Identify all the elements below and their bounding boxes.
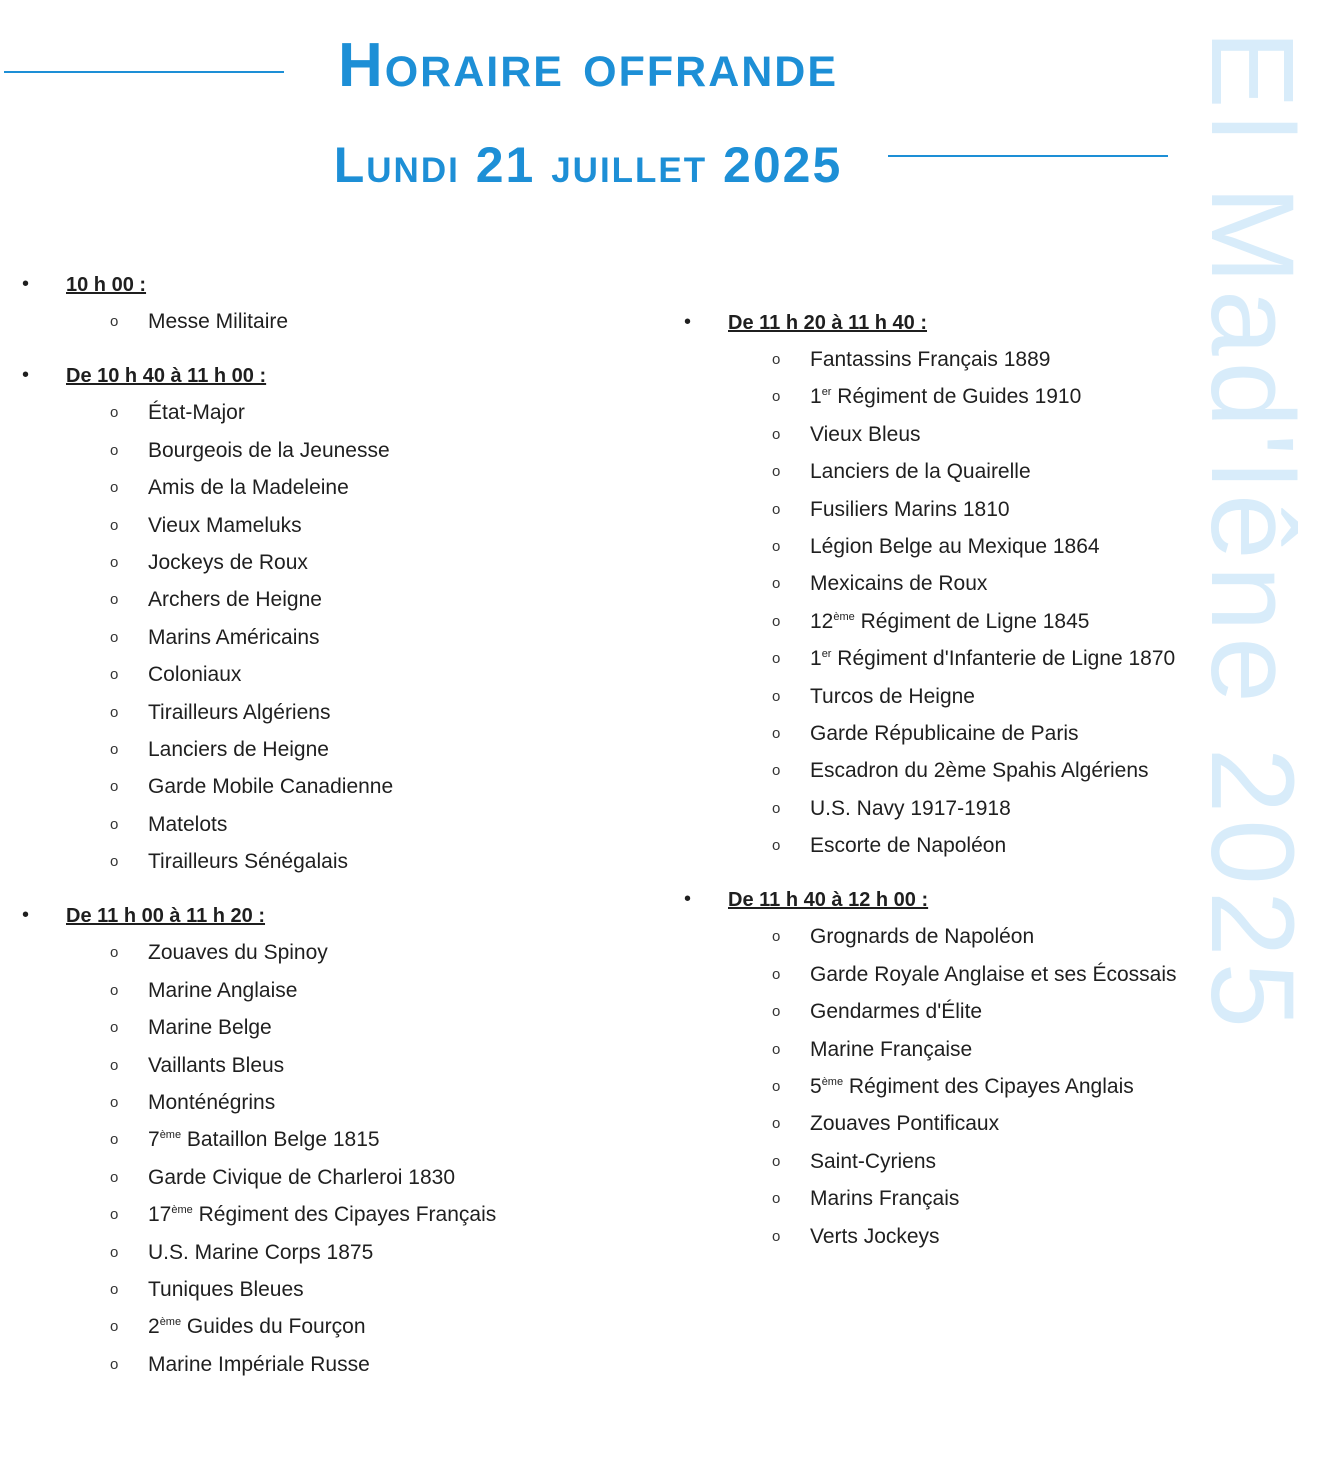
group-name: Matelots — [148, 812, 228, 836]
time-slot-heading — [684, 881, 1304, 918]
circle-bullet-icon: o — [110, 1094, 119, 1112]
group-list-item — [22, 1308, 642, 1345]
group-name: Lanciers de Heigne — [148, 737, 329, 761]
circle-bullet-icon: o — [772, 1003, 781, 1021]
group-list-item — [22, 1084, 642, 1121]
circle-bullet-icon: o — [110, 404, 119, 422]
circle-bullet-icon: o — [772, 965, 781, 983]
circle-bullet-icon: o — [110, 1056, 119, 1074]
group-list-item — [22, 1234, 642, 1271]
circle-bullet-icon: o — [110, 703, 119, 721]
schedule-column-left — [22, 266, 642, 1400]
group-name: Archers de Heigne — [148, 588, 322, 612]
group-name: Mexicains de Roux — [810, 572, 988, 596]
group-list-item — [22, 934, 642, 971]
circle-bullet-icon: o — [110, 944, 119, 962]
group-name: Marins Américains — [148, 625, 320, 649]
circle-bullet-icon: o — [772, 463, 781, 481]
group-list-item — [22, 1346, 642, 1383]
group-list-item — [22, 806, 642, 843]
group-name: Lanciers de la Quairelle — [810, 460, 1031, 484]
group-name: 12ème Régiment de Ligne 1845 — [810, 609, 1090, 633]
circle-bullet-icon: o — [772, 388, 781, 406]
time-slot — [684, 881, 1304, 1255]
group-list-item — [684, 678, 1304, 715]
group-name: 5ème Régiment des Cipayes Anglais — [810, 1075, 1134, 1099]
group-list-item — [22, 1196, 642, 1233]
group-name: Marine Impériale Russe — [148, 1352, 370, 1376]
group-list-item — [22, 656, 642, 693]
group-name: Zouaves Pontificaux — [810, 1112, 1000, 1136]
group-list-item — [684, 416, 1304, 453]
circle-bullet-icon: o — [772, 500, 781, 518]
group-name: Tirailleurs Sénégalais — [148, 850, 348, 874]
group-list — [684, 918, 1304, 1255]
group-name: Zouaves du Spinoy — [148, 941, 328, 965]
circle-bullet-icon: o — [110, 1318, 119, 1336]
circle-bullet-icon: o — [110, 981, 119, 999]
group-list-item — [684, 993, 1304, 1030]
group-list-item — [22, 972, 642, 1009]
group-list-item — [22, 303, 642, 340]
circle-bullet-icon: o — [772, 1078, 781, 1096]
time-slot-label: De 10 h 40 à 11 h 00 : — [66, 365, 267, 388]
time-slot — [684, 304, 1304, 864]
time-slot-heading — [22, 357, 642, 394]
circle-bullet-icon: o — [110, 1243, 119, 1261]
group-list-item — [684, 1068, 1304, 1105]
group-list-item — [684, 1143, 1304, 1180]
bullet-icon: • — [22, 904, 30, 927]
time-slot-heading — [684, 304, 1304, 341]
circle-bullet-icon: o — [772, 724, 781, 742]
group-name: Grognards de Napoléon — [810, 925, 1035, 949]
group-list-item — [684, 1180, 1304, 1217]
page-date: Lundi 21 juillet 2025 — [333, 137, 843, 193]
circle-bullet-icon: o — [772, 1152, 781, 1170]
group-list-item — [684, 341, 1304, 378]
circle-bullet-icon: o — [110, 1131, 119, 1149]
group-list — [22, 934, 642, 1383]
group-name: 1er Régiment d'Infanterie de Ligne 1870 — [810, 647, 1176, 671]
circle-bullet-icon: o — [772, 1040, 781, 1058]
time-slot — [22, 266, 642, 340]
group-name: Saint-Cyriens — [810, 1149, 937, 1173]
page-title: Horaire offrande — [337, 31, 839, 100]
circle-bullet-icon: o — [772, 799, 781, 817]
circle-bullet-icon: o — [772, 650, 781, 668]
group-list-item — [684, 790, 1304, 827]
circle-bullet-icon: o — [110, 591, 119, 609]
group-list-item — [22, 1159, 642, 1196]
group-list-item — [684, 827, 1304, 864]
time-slot — [22, 357, 642, 880]
circle-bullet-icon: o — [110, 628, 119, 646]
group-name: Vaillants Bleus — [148, 1053, 285, 1077]
time-slot-label: 10 h 00 : — [66, 274, 147, 296]
circle-bullet-icon: o — [110, 516, 119, 534]
group-list-item — [22, 1009, 642, 1046]
circle-bullet-icon: o — [772, 612, 781, 630]
group-name: Marine Belge — [148, 1016, 272, 1040]
group-name: Marine Anglaise — [148, 978, 298, 1002]
group-name: Garde Civique de Charleroi 1830 — [148, 1165, 456, 1189]
group-name: 7ème Bataillon Belge 1815 — [148, 1128, 380, 1152]
group-name: Monténégrins — [148, 1091, 276, 1115]
group-name: U.S. Marine Corps 1875 — [148, 1240, 374, 1264]
circle-bullet-icon: o — [772, 351, 781, 368]
circle-bullet-icon: o — [110, 1280, 119, 1298]
group-name: Marine Française — [810, 1037, 973, 1061]
group-name: État-Major — [148, 401, 245, 425]
circle-bullet-icon: o — [110, 815, 119, 833]
group-name: Vieux Bleus — [810, 422, 921, 446]
group-name: 1er Régiment de Guides 1910 — [810, 385, 1082, 409]
time-slot — [22, 897, 642, 1383]
group-list — [684, 341, 1304, 864]
bullet-icon: • — [22, 273, 30, 295]
group-list-item — [684, 378, 1304, 415]
group-list-item — [22, 394, 642, 431]
circle-bullet-icon: o — [110, 1206, 119, 1224]
group-list — [22, 303, 642, 340]
bullet-icon: • — [22, 364, 30, 387]
group-list-item — [684, 752, 1304, 789]
group-name: Garde Républicaine de Paris — [810, 721, 1079, 745]
circle-bullet-icon: o — [772, 575, 781, 593]
group-name: Fusiliers Marins 1810 — [810, 497, 1010, 521]
group-name: Escadron du 2ème Spahis Algériens — [810, 759, 1149, 783]
circle-bullet-icon: o — [772, 425, 781, 443]
circle-bullet-icon: o — [772, 1227, 781, 1245]
circle-bullet-icon: o — [110, 441, 119, 459]
group-list-item — [22, 544, 642, 581]
circle-bullet-icon: o — [110, 1355, 119, 1373]
circle-bullet-icon: o — [772, 687, 781, 705]
group-name: 2ème Guides du Fourçon — [148, 1315, 366, 1339]
time-slot-heading — [22, 266, 642, 303]
group-list-item — [684, 956, 1304, 993]
group-name: Amis de la Madeleine — [148, 476, 349, 500]
vertical-watermark: El Mad'lêne 2025 — [1186, 30, 1318, 1035]
group-list-item — [22, 731, 642, 768]
group-list-item — [684, 640, 1304, 677]
circle-bullet-icon: o — [772, 837, 781, 855]
group-name: Marins Français — [810, 1187, 960, 1211]
group-list-item — [684, 1218, 1304, 1255]
schedule-column-right — [684, 304, 1304, 1272]
group-name: Jockeys de Roux — [148, 550, 308, 574]
circle-bullet-icon: o — [772, 762, 781, 780]
group-list-item — [684, 453, 1304, 490]
time-slot-label: De 11 h 40 à 12 h 00 : — [728, 889, 929, 912]
group-name: Tirailleurs Algériens — [148, 700, 331, 724]
group-name: Bourgeois de la Jeunesse — [148, 438, 390, 462]
group-list-item — [22, 581, 642, 618]
circle-bullet-icon: o — [110, 479, 119, 497]
group-name: Garde Royale Anglaise et ses Écossais — [810, 962, 1177, 986]
group-list-item — [684, 1031, 1304, 1068]
group-name: Tuniques Bleues — [148, 1277, 304, 1301]
circle-bullet-icon: o — [772, 928, 781, 946]
group-list-item — [684, 565, 1304, 602]
group-list-item — [684, 1105, 1304, 1142]
circle-bullet-icon: o — [110, 1019, 119, 1037]
group-list-item — [22, 1271, 642, 1308]
group-list-item — [22, 1121, 642, 1158]
group-list-item — [22, 619, 642, 656]
group-name: Messe Militaire — [148, 310, 289, 333]
group-name: Vieux Mameluks — [148, 513, 302, 537]
group-list-item — [22, 1047, 642, 1084]
group-list-item — [684, 715, 1304, 752]
group-name: Légion Belge au Mexique 1864 — [810, 534, 1100, 558]
group-list-item — [22, 768, 642, 805]
circle-bullet-icon: o — [110, 1168, 119, 1186]
group-list-item — [22, 843, 642, 880]
group-name: Fantassins Français 1889 — [810, 348, 1051, 371]
circle-bullet-icon: o — [110, 666, 119, 684]
circle-bullet-icon: o — [110, 853, 119, 871]
group-list-item — [684, 918, 1304, 955]
bullet-icon: • — [684, 888, 692, 911]
time-slot-heading — [22, 897, 642, 934]
group-name: 17ème Régiment des Cipayes Français — [148, 1203, 497, 1227]
circle-bullet-icon: o — [110, 740, 119, 758]
group-list-item — [684, 528, 1304, 565]
group-list-item — [22, 469, 642, 506]
circle-bullet-icon: o — [110, 313, 119, 330]
group-name: Garde Mobile Canadienne — [148, 775, 394, 799]
group-name: Escorte de Napoléon — [810, 834, 1007, 858]
group-name: Verts Jockeys — [810, 1224, 940, 1248]
group-name: Turcos de Heigne — [810, 684, 975, 708]
group-list-item — [22, 507, 642, 544]
circle-bullet-icon: o — [772, 1190, 781, 1208]
circle-bullet-icon: o — [772, 1115, 781, 1133]
circle-bullet-icon: o — [110, 778, 119, 796]
group-list-item — [22, 694, 642, 731]
group-list-item — [22, 432, 642, 469]
group-name: Gendarmes d'Élite — [810, 1000, 983, 1024]
time-slot-label: De 11 h 00 à 11 h 20 : — [66, 905, 266, 928]
time-slot-label: De 11 h 20 à 11 h 40 : — [728, 312, 928, 334]
bullet-icon: • — [684, 311, 692, 333]
group-list — [22, 394, 642, 880]
group-list-item — [684, 491, 1304, 528]
circle-bullet-icon: o — [772, 537, 781, 555]
group-name: U.S. Navy 1917-1918 — [810, 796, 1011, 820]
group-name: Coloniaux — [148, 663, 242, 687]
group-list-item — [684, 603, 1304, 640]
circle-bullet-icon: o — [110, 553, 119, 571]
